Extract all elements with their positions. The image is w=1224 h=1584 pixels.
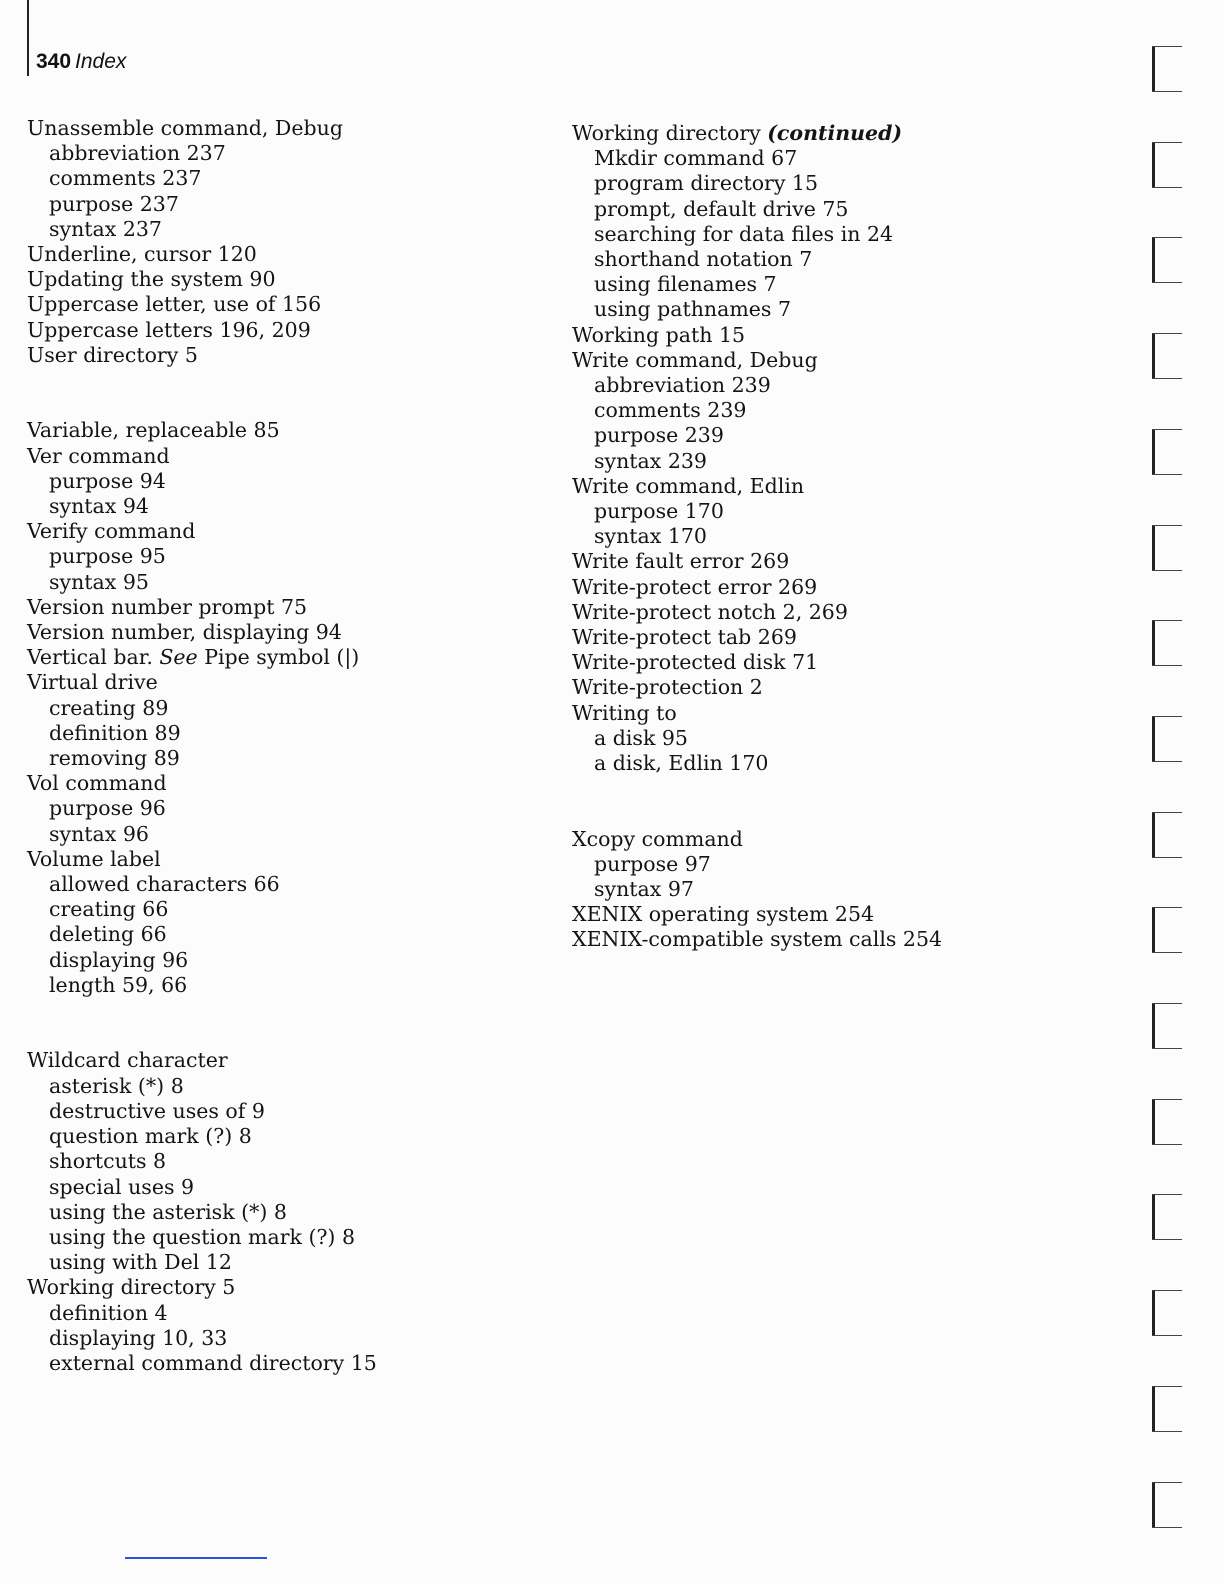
- entry-text: a disk, Edlin 170: [594, 751, 769, 776]
- index-subentry: [27, 217, 547, 242]
- index-entry: [572, 675, 1092, 700]
- entry-text: syntax 94: [49, 494, 149, 519]
- index-subentry: [27, 141, 547, 166]
- entry-text: length 59, 66: [49, 972, 188, 997]
- index-subentry: [27, 494, 547, 519]
- entry-text: Mkdir command 67: [594, 146, 798, 171]
- entry-text: question mark (?) 8: [49, 1124, 252, 1149]
- margin-tab-bracket: [1152, 907, 1182, 953]
- entry-text: Volume label: [27, 846, 161, 871]
- index-entry: [572, 701, 1092, 726]
- margin-tab-bracket: [1152, 1386, 1182, 1432]
- index-entry: [27, 645, 547, 670]
- index-subentry: [27, 1351, 547, 1376]
- entry-text: syntax 96: [49, 821, 149, 846]
- entry-text: Unassemble command, Debug: [27, 116, 343, 140]
- entry-text: Write-protection 2: [572, 675, 763, 700]
- index-entry: [27, 267, 547, 292]
- margin-tab-bracket: [1152, 1003, 1182, 1049]
- entry-text: Uppercase letter, use of 156: [27, 292, 322, 317]
- entry-text: syntax 170: [594, 524, 707, 549]
- index-entry: [27, 1048, 547, 1073]
- entry-text: displaying 96: [49, 947, 189, 972]
- index-subentry: [572, 524, 1092, 549]
- entry-text: syntax 95: [49, 569, 149, 594]
- entry-text: Vol command: [27, 771, 167, 796]
- index-subentry: [572, 751, 1092, 776]
- index-subentry: [572, 423, 1092, 448]
- entry-text: purpose 239: [594, 423, 724, 448]
- entry-text: syntax 97: [594, 877, 694, 902]
- entry-text: Write-protect error 269: [572, 574, 818, 599]
- index-entry: [27, 519, 547, 544]
- entry-text: Virtual drive: [27, 670, 158, 695]
- index-entry: [572, 474, 1092, 499]
- entry-text: removing 89: [49, 746, 180, 771]
- entry-text: using the asterisk (*) 8: [49, 1199, 287, 1224]
- section-title: Index: [75, 50, 127, 73]
- entry-text: purpose 96: [49, 796, 166, 821]
- index-subentry: [572, 247, 1092, 272]
- index-subentry: [27, 1301, 547, 1326]
- entry-text: shorthand notation 7: [594, 247, 813, 272]
- margin-tab-bracket: [1152, 525, 1182, 571]
- entry-text: User directory 5: [27, 342, 198, 367]
- entry-text: allowed characters 66: [49, 872, 280, 897]
- entry-text: displaying 10, 33: [49, 1325, 228, 1350]
- entry-text: Working path 15: [572, 322, 746, 347]
- entry-text: Ver command: [27, 443, 170, 468]
- index-column-left: [27, 116, 547, 1376]
- entry-text: definition 4: [49, 1300, 168, 1325]
- index-subentry: [27, 1124, 547, 1149]
- margin-tab-bracket: [1152, 333, 1182, 379]
- index-entry: [27, 343, 547, 368]
- entry-text: Vertical bar.: [27, 645, 160, 670]
- entry-text: prompt, default drive 75: [594, 196, 849, 221]
- page-edge-rule: [27, 0, 29, 76]
- entry-text: Verify command: [27, 519, 196, 544]
- index-entry: [572, 650, 1092, 675]
- entry-text: Write-protect tab 269: [572, 625, 797, 650]
- index-subentry: [27, 1149, 547, 1174]
- index-subentry: [27, 973, 547, 998]
- entry-text: Write fault error 269: [572, 549, 790, 574]
- margin-tab-bracket: [1152, 1099, 1182, 1145]
- index-entry: [27, 847, 547, 872]
- index-entry: [27, 318, 547, 343]
- index-subentry: [572, 297, 1092, 322]
- index-subentry: [27, 544, 547, 569]
- see-reference: See: [159, 645, 198, 670]
- index-entry: [27, 418, 547, 443]
- index-subentry: [572, 499, 1092, 524]
- entry-text: purpose 94: [49, 468, 166, 493]
- index-entry: [572, 575, 1092, 600]
- index-subentry: [27, 469, 547, 494]
- index-subentry: [27, 948, 547, 973]
- entry-text: Working directory: [572, 121, 768, 145]
- index-entry: [572, 927, 1092, 952]
- entry-text: asterisk (*) 8: [49, 1073, 184, 1098]
- entry-text: definition 89: [49, 720, 181, 745]
- index-subentry: [572, 373, 1092, 398]
- index-subentry: [572, 171, 1092, 196]
- index-subentry: [27, 1074, 547, 1099]
- index-subentry: [27, 696, 547, 721]
- margin-tab-bracket: [1152, 812, 1182, 858]
- entry-text: Underline, cursor 120: [27, 242, 257, 267]
- entry-text: Variable, replaceable 85: [27, 418, 280, 443]
- margin-tab-bracket: [1152, 237, 1182, 283]
- page-number: 340: [36, 50, 72, 73]
- entry-text: deleting 66: [49, 922, 167, 947]
- see-target: Pipe symbol (|): [197, 645, 360, 670]
- index-subentry: [27, 721, 547, 746]
- margin-tab-bracket: [1152, 1290, 1182, 1336]
- entry-text: purpose 170: [594, 499, 724, 524]
- entry-text: using the question mark (?) 8: [49, 1224, 355, 1249]
- margin-tab-bracket: [1152, 1482, 1182, 1528]
- entry-text: creating 66: [49, 897, 169, 922]
- margin-tab-bracket: [1152, 429, 1182, 475]
- index-subentry: [27, 796, 547, 821]
- index-entry: [572, 600, 1092, 625]
- entry-text: XENIX-compatible system calls 254: [572, 927, 943, 952]
- entry-text: Write-protect notch 2, 269: [572, 599, 848, 624]
- index-subentry: [27, 166, 547, 191]
- entry-text: Write-protected disk 71: [572, 650, 819, 675]
- index-subentry: [572, 877, 1092, 902]
- margin-tab-bracket: [1152, 716, 1182, 762]
- footer-rule: [125, 1557, 267, 1559]
- index-subentry: [27, 872, 547, 897]
- index-subentry: [27, 1250, 547, 1275]
- entry-text: Write command, Debug: [572, 347, 818, 372]
- index-subentry: [27, 192, 547, 217]
- entry-text: Uppercase letters 196, 209: [27, 317, 311, 342]
- index-entry: [572, 549, 1092, 574]
- index-entry: [27, 595, 547, 620]
- entry-text: using pathnames 7: [594, 297, 791, 322]
- entry-text: purpose 95: [49, 544, 166, 569]
- index-subentry: [572, 272, 1092, 297]
- index-subentry: [27, 746, 547, 771]
- page-header: [36, 50, 126, 74]
- entry-text: abbreviation 239: [594, 373, 771, 398]
- index-entry: [572, 902, 1092, 927]
- entry-text: Version number prompt 75: [27, 594, 308, 619]
- index-entry: [27, 1275, 547, 1300]
- entry-text: creating 89: [49, 695, 169, 720]
- index-subentry: [572, 726, 1092, 751]
- entry-text: shortcuts 8: [49, 1149, 167, 1174]
- entry-text: purpose 237: [49, 191, 179, 216]
- entry-text: XENIX operating system 254: [572, 902, 875, 927]
- entry-text: syntax 237: [49, 216, 162, 241]
- index-subentry: [27, 1200, 547, 1225]
- index-entry: [27, 292, 547, 317]
- margin-tab-bracket: [1152, 620, 1182, 666]
- index-subentry: [572, 449, 1092, 474]
- index-entry: [572, 348, 1092, 373]
- margin-tab-bracket: [1152, 1194, 1182, 1240]
- entry-text: comments 239: [594, 398, 747, 423]
- index-subentry: [27, 1225, 547, 1250]
- entry-text: searching for data files in 24: [594, 221, 894, 246]
- entry-text: Write command, Edlin: [572, 473, 805, 498]
- index-subentry: [572, 197, 1092, 222]
- index-subentry: [572, 398, 1092, 423]
- entry-text: syntax 239: [594, 448, 707, 473]
- entry-text: Xcopy command: [572, 826, 743, 851]
- entry-text: Writing to: [572, 700, 677, 725]
- entry-text: program directory 15: [594, 171, 819, 196]
- index-subentry: [27, 1099, 547, 1124]
- entry-text: Working directory 5: [27, 1275, 236, 1300]
- index-subentry: [27, 897, 547, 922]
- index-subentry: [27, 1175, 547, 1200]
- index-column-right: [572, 121, 1092, 953]
- index-entry: [572, 827, 1092, 852]
- entry-text: comments 237: [49, 166, 202, 191]
- entry-text: special uses 9: [49, 1174, 195, 1199]
- index-entry: [27, 444, 547, 469]
- entry-text: external command directory 15: [49, 1350, 377, 1375]
- index-entry: [27, 771, 547, 796]
- entry-text: destructive uses of 9: [49, 1098, 265, 1123]
- index-entry: [27, 670, 547, 695]
- index-entry: [27, 620, 547, 645]
- index-entry: [27, 116, 547, 141]
- entry-text: using with Del 12: [49, 1250, 232, 1275]
- entry-text: Version number, displaying 94: [27, 620, 342, 645]
- margin-tab-bracket: [1152, 142, 1182, 188]
- index-entry: [572, 625, 1092, 650]
- entry-text: purpose 97: [594, 851, 711, 876]
- continued-label: (continued): [767, 121, 903, 145]
- index-subentry: [27, 822, 547, 847]
- index-entry: [27, 242, 547, 267]
- index-subentry: [27, 922, 547, 947]
- index-entry: [572, 121, 1092, 146]
- index-subentry: [27, 1326, 547, 1351]
- entry-text: abbreviation 237: [49, 141, 226, 166]
- entry-text: Wildcard character: [27, 1048, 228, 1073]
- margin-tab-bracket: [1152, 46, 1182, 92]
- entry-text: a disk 95: [594, 725, 688, 750]
- entry-text: Updating the system 90: [27, 267, 276, 292]
- index-subentry: [27, 570, 547, 595]
- index-subentry: [572, 852, 1092, 877]
- index-subentry: [572, 222, 1092, 247]
- index-entry: [572, 323, 1092, 348]
- index-subentry: [572, 146, 1092, 171]
- entry-text: using filenames 7: [594, 272, 777, 297]
